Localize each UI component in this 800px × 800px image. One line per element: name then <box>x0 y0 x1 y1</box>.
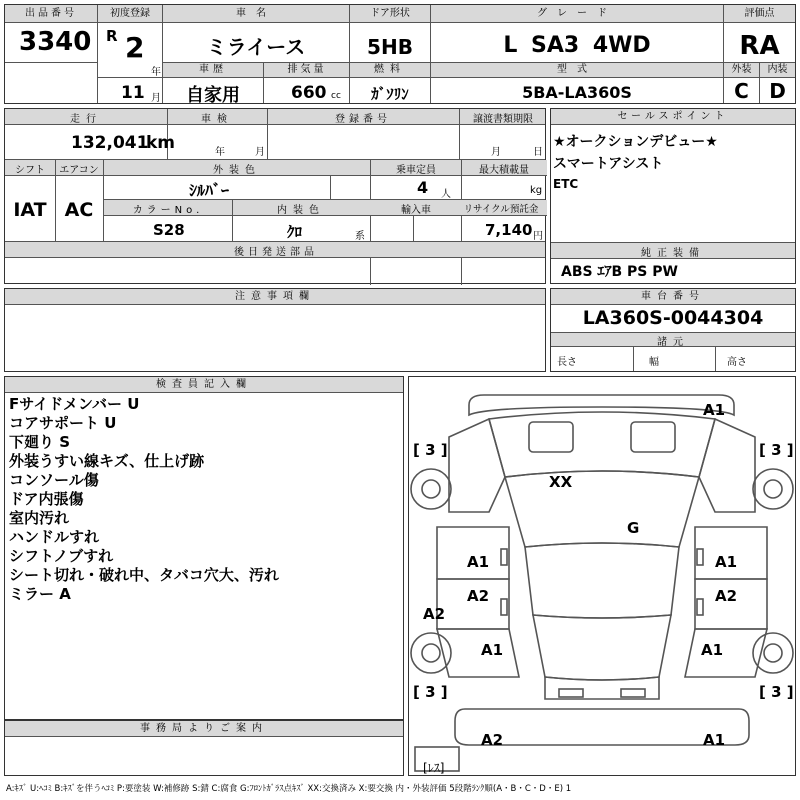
car-name: ミライース <box>206 35 306 59</box>
bracket-value: 3 <box>771 683 782 701</box>
import-label: 輸入車 <box>401 205 431 216</box>
interior-color-value: ｸﾛ <box>287 223 303 241</box>
month-unit: 月 <box>151 93 161 104</box>
inspector-box <box>4 376 404 720</box>
notes-box <box>4 288 546 372</box>
recycle-label: リサイクル預託金 <box>463 204 539 215</box>
sales-line-2: スマートアシスト <box>553 156 664 172</box>
inspector-line: ミラー A <box>9 585 71 603</box>
sales-point-box <box>550 108 796 284</box>
inspector-line: コアサポート U <box>9 414 117 432</box>
shift-label: シフト <box>15 165 45 176</box>
history-value: 自家用 <box>186 85 240 106</box>
model-label: 型式 <box>431 63 723 78</box>
inspection-year-unit: 年 <box>215 147 225 158</box>
vehicle-details <box>4 108 546 284</box>
registration-year: 2 <box>125 31 145 64</box>
chassis-label: 車台番号 <box>551 289 795 305</box>
grade-label: グレード <box>431 5 723 23</box>
inspection-month-unit: 月 <box>255 147 265 158</box>
interior-label: 内装 <box>760 63 795 78</box>
length-label: 長さ <box>557 357 577 368</box>
inspector-line: シート切れ・破れ中、タバコ穴大、汚れ <box>9 566 279 584</box>
equipment-label: 純正装備 <box>641 248 705 259</box>
car-diagram <box>408 376 796 776</box>
inspection-label: 車検 <box>201 114 233 125</box>
transfer-month-unit: 月 <box>491 147 501 158</box>
score-value: RA <box>739 31 780 61</box>
ac-label: エアコン <box>59 165 99 176</box>
chassis-box <box>550 288 796 372</box>
mark-less: [ﾚｽ] <box>423 761 445 775</box>
recycle-value: 7,140 <box>485 221 533 239</box>
registration-era: R <box>106 27 118 45</box>
bracket-value: 3 <box>771 441 782 459</box>
colorno-value: S28 <box>153 221 185 239</box>
model-value: 5BA-LA360S <box>522 83 632 102</box>
office-box <box>4 720 404 776</box>
ac-value: AC <box>64 199 94 221</box>
name-label: 車名 <box>163 5 349 23</box>
mark-bracket-right-top: [ 3 ] <box>759 441 794 459</box>
legend: A:ｷｽﾞ U:ﾍｺﾐ B:ｷｽﾞを伴うﾍｺﾐ P:要塗装 W:補修跡 S:錆 C:腐食 G:ﾌﾛﾝﾄｶﾞﾗｽ点ｷｽﾞ XX:交換済み X:要交換 内・外装評価 5段階ﾗﾝｸ順(A・B・C・D・E) 1 <box>6 784 572 794</box>
dims-label: 諸元 <box>657 337 689 348</box>
bracket-value: 3 <box>425 683 436 701</box>
displacement-value: 660 <box>291 83 327 103</box>
inspector-line: ドア内張傷 <box>9 490 84 508</box>
capacity-value: 4 <box>417 178 429 197</box>
inspector-line: 外装うすい線キズ、仕上げ跡 <box>9 452 205 470</box>
score-label: 評価点 <box>724 5 795 23</box>
fuel-value: ｶﾞｿﾘﾝ <box>371 85 409 103</box>
mark-windshield: G <box>627 519 640 537</box>
recycle-unit: 円 <box>533 231 543 242</box>
history-label: 車歴 <box>163 63 263 78</box>
inspector-line: 下廻り S <box>9 433 71 451</box>
mark-left-rear-wheel: A1 <box>481 641 504 659</box>
mark-rear-left: A2 <box>481 731 504 749</box>
registration-month: 11 <box>121 83 145 103</box>
inspector-line: 室内汚れ <box>9 509 70 527</box>
mark-left-rear-door: A2 <box>467 587 490 605</box>
less-value: ﾚｽ <box>427 761 440 775</box>
notes-label: 注意事項欄 <box>5 289 545 305</box>
mark-front-right: A1 <box>703 401 726 419</box>
height-label: 高さ <box>727 357 747 368</box>
mark-bracket-left-top: [ 3 ] <box>413 441 448 459</box>
exterior-grade: C <box>734 79 749 103</box>
sales-line-3: ETC <box>553 177 579 191</box>
lot-label: 出品番号 <box>5 5 97 23</box>
mark-left-rear-fender: A2 <box>423 605 446 623</box>
top-block <box>4 4 796 104</box>
car-outline <box>409 377 795 775</box>
color-label: 外装色 <box>213 165 261 176</box>
displacement-unit: cc <box>331 91 341 101</box>
chassis-number: LA360S-0044304 <box>582 307 764 329</box>
transfer-day-unit: 日 <box>533 147 543 158</box>
transfer-label: 譲渡書類期限 <box>473 114 533 125</box>
load-label: 最大積載量 <box>479 165 529 176</box>
exterior-label: 外装 <box>724 63 759 78</box>
mark-right-rear-wheel: A1 <box>701 641 724 659</box>
later-parts-label: 後日発送部品 <box>234 247 318 258</box>
inspector-line: Fサイドメンバー U <box>9 395 140 413</box>
capacity-unit: 人 <box>441 189 451 200</box>
mark-bracket-left-bottom: [ 3 ] <box>413 683 448 701</box>
fuel-label: 燃料 <box>350 63 430 78</box>
regno-label: 登録番号 <box>335 114 391 125</box>
equipment-value: ABS ｴｱB PS PW <box>561 264 678 280</box>
mark-left-front-door: A1 <box>467 553 490 571</box>
door-label: ドア形状 <box>350 5 430 23</box>
inspector-line: コンソール傷 <box>9 471 99 489</box>
interior-grade: D <box>769 79 786 103</box>
colorno-label: カラーNo. <box>132 205 204 216</box>
capacity-label: 乗車定員 <box>396 165 436 176</box>
year-unit: 年 <box>151 67 161 78</box>
color-value: ｼﾙﾊﾞｰ <box>189 181 230 200</box>
door-value: 5HB <box>367 35 413 59</box>
load-unit: kg <box>530 185 543 196</box>
mark-bracket-right-bottom: [ 3 ] <box>759 683 794 701</box>
lot-number: 3340 <box>19 27 92 57</box>
sales-line-1: ★オークションデビュー★ <box>553 134 718 150</box>
mark-roof: XX <box>549 473 573 491</box>
width-label: 幅 <box>649 357 659 368</box>
inspector-line: シフトノブすれ <box>9 547 114 565</box>
shift-value: IAT <box>13 199 47 221</box>
interior-color-unit: 系 <box>355 231 365 242</box>
bracket-value: 3 <box>425 441 436 459</box>
registration-label: 初度登録 <box>98 5 162 23</box>
mark-right-front-door: A1 <box>715 553 738 571</box>
inspector-label: 検査員記入欄 <box>5 377 403 393</box>
grade-value: L SA3 4WD <box>503 33 651 58</box>
mark-right-rear-door: A2 <box>715 587 738 605</box>
mark-rear-right: A1 <box>703 731 726 749</box>
inspector-line: ハンドルすれ <box>9 528 100 546</box>
displacement-label: 排気量 <box>263 63 350 78</box>
mileage-value: 132,041 <box>71 133 149 153</box>
mileage-label: 走行 <box>70 114 102 125</box>
mileage-unit: km <box>146 133 176 153</box>
interior-color-label: 内装色 <box>277 205 325 216</box>
office-label: 事務局よりご案内 <box>5 721 403 737</box>
sales-label: セールスポイント <box>551 109 795 125</box>
